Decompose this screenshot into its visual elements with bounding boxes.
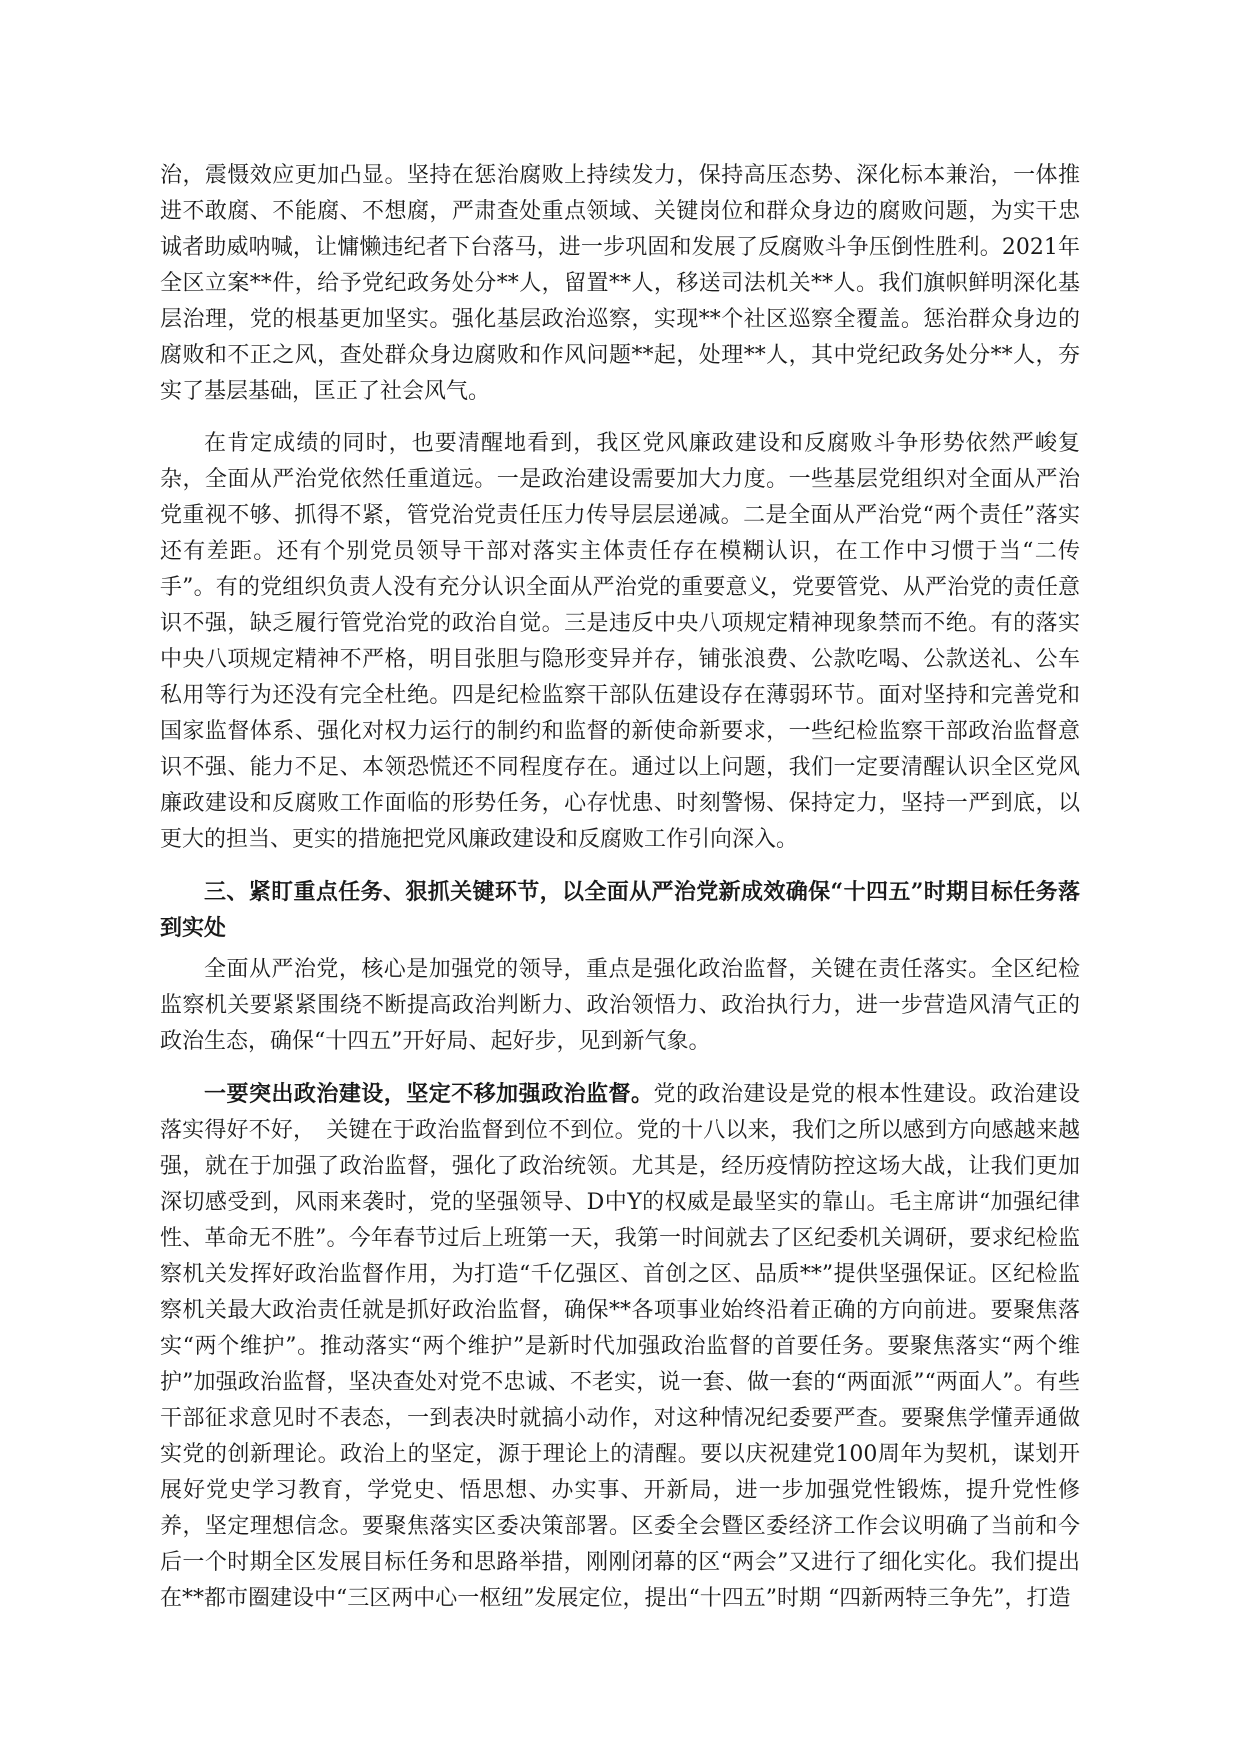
document-page xyxy=(160,158,1080,1633)
paragraph-body: 党的政治建设是党的根本性建设。政治建设落实得好不好， 关键在于政治监督到位不到位。党的十八以来，我们之所以感到方向感越来越强，就在于加强了政治监督，强化了政治统领。尤其是，经历疫情防控这场大战，让我们更加深切感受到，风雨来袭时，党的坚强领导、D中Y的权威是最坚实的靠山。毛主席讲“加强纪律性、革命无不胜”。今年春节过后上班第一天，我第一时间就去了区纪委机关调研，要求纪检监察机关发挥好政治监督作用，为打造“千亿强区、首创之区、品质**”提供坚强保证。区纪检监察机关最大政治责任就是抓好政治监督，确保**各项事业始终沿着正确的方向前进。要聚焦落实“两个维护”。推动落实“两个维护”是新时代加强政治监督的首要任务。要聚焦落实“两个维护”加强政治监督，坚决查处对党不忠诚、不老实，说一套、做一套的“两面派”“两面人”。有些干部征求意见时不表态，一到表决时就搞小动作，对这种情况纪委要严查。要聚焦学懂弄通做实党的创新理论。政治上的坚定，源于理论上的清醒。要以庆祝建党100周年为契机，谋划开展好党史学习教育，学党史、悟思想、办实事、开新局，进一步加强党性锻炼，提升党性修养，坚定理想信念。要聚焦落实区委决策部署。区委全会暨区委经济工作会议明确了当前和今后一个时期全区发展目标任务和思路举措，刚刚闭幕的区“两会”又进行了细化实化。我们提出在**都市圈建设中“三区两中心一枢纽”发展定位，提出“十四五”时期 “四新两特三争先”，打造 xyxy=(160,1082,1080,1611)
section-heading-three: 三、紧盯重点任务、狠抓关键环节，以全面从严治党新成效确保“十四五”时期目标任务落到实处 xyxy=(160,879,1080,941)
paragraph-achievements: 治，震慑效应更加凸显。坚持在惩治腐败上持续发力，保持高压态势、深化标本兼治，一体推进不敢腐、不能腐、不想腐，严肃查处重点领域、关键岗位和群众身边的腐败问题，为实干忠诚者助威呐喊，让慵懒违纪者下台落马，进一步巩固和发展了反腐败斗争压倒性胜利。2021年全区立案**件，给予党纪政务处分**人，留置**人，移送司法机关**人。我们旗帜鲜明深化基层治理，党的根基更加坚实。强化基层政治巡察，实现**个社区巡察全覆盖。惩治群众身边的腐败和不正之风，查处群众身边腐败和作风问题**起，处理**人，其中党纪政务处分**人，夯实了基层基础，匡正了社会风气。 xyxy=(160,163,1080,404)
paragraph-problems: 在肯定成绩的同时，也要清醒地看到，我区党风廉政建设和反腐败斗争形势依然严峻复杂，全面从严治党依然任重道远。一是政治建设需要加大力度。一些基层党组织对全面从严治党重视不够、抓得不紧，管党治党责任压力传导层层递减。二是全面从严治党“两个责任”落实还有差距。还有个别党员领导干部对落实主体责任存在模糊认识，在工作中习惯于当“二传手”。有的党组织负责人没有充分认识全面从严治党的重要意义，党要管党、从严治党的责任意识不强，缺乏履行管党治党的政治自觉。三是违反中央八项规定精神现象禁而不绝。有的落实中央八项规定精神不严格，明目张胆与隐形变异并存，铺张浪费、公款吃喝、公款送礼、公车私用等行为还没有完全杜绝。四是纪检监察干部队伍建设存在薄弱环节。面对坚持和完善党和国家监督体系、强化对权力运行的制约和监督的新使命新要求，一些纪检监察干部政治监督意识不强、能力不足、本领恐慌还不同程度存在。通过以上问题，我们一定要清醒认识全区党风廉政建设和反腐败工作面临的形势任务，心存忧患、时刻警惕、保持定力，坚持一严到底，以更大的担当、更实的措施把党风廉政建设和反腐败工作引向深入。 xyxy=(160,431,1080,852)
paragraph-political-supervision xyxy=(160,1076,1080,1617)
paragraph-lead-bold: 一要突出政治建设，坚定不移加强政治监督。 xyxy=(204,1081,654,1107)
paragraph-intro-section-three: 全面从严治党，核心是加强党的领导，重点是强化政治监督，关键在责任落实。全区纪检监察机关要紧紧围绕不断提高政治判断力、政治领悟力、政治执行力，进一步营造风清气正的政治生态，确保“十四五”开好局、起好步，见到新气象。 xyxy=(160,957,1080,1054)
